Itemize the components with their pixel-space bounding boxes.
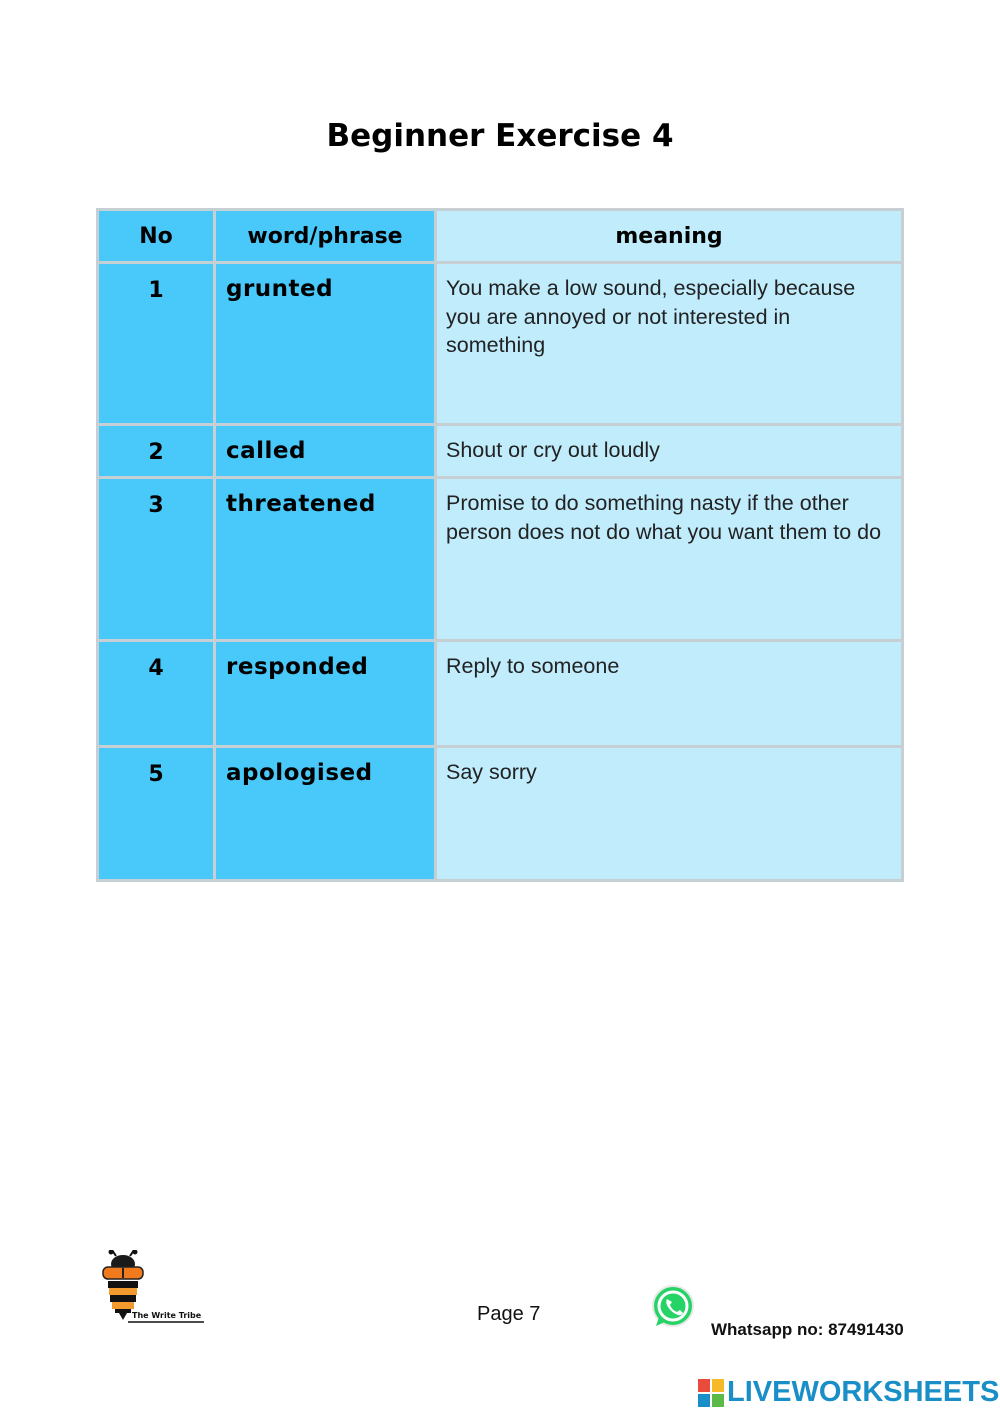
whatsapp-number: Whatsapp no: 87491430	[711, 1320, 904, 1339]
row-word: called	[226, 438, 306, 464]
brand-text: LIVEWORKSHEETS	[727, 1376, 1000, 1408]
table-row	[98, 425, 903, 478]
header-word: word/phrase	[215, 210, 436, 263]
liveworksheets-brand[interactable]	[698, 1376, 999, 1409]
write-tribe-logo-icon	[98, 1250, 208, 1328]
table-row	[98, 641, 903, 747]
row-number: 5	[148, 762, 164, 787]
row-word: responded	[226, 654, 369, 680]
whatsapp-icon	[650, 1284, 696, 1330]
table-header-row	[98, 210, 903, 263]
row-number: 3	[148, 493, 164, 518]
row-number: 4	[148, 656, 164, 681]
row-word: grunted	[226, 276, 334, 302]
row-meaning: You make a low sound, especially because you are annoyed or not interested in something	[446, 276, 856, 357]
vocabulary-table	[96, 208, 904, 882]
row-number: 1	[148, 278, 164, 303]
row-meaning: Say sorry	[446, 760, 537, 784]
row-number: 2	[148, 440, 164, 465]
liveworksheets-logo-icon	[698, 1379, 724, 1407]
row-meaning: Shout or cry out loudly	[446, 438, 660, 462]
row-meaning: Promise to do something nasty if the other person does not do what you want them to do	[446, 491, 882, 544]
table-row	[98, 263, 903, 425]
header-meaning: meaning	[436, 210, 903, 263]
row-meaning: Reply to someone	[446, 654, 620, 678]
logo-text: The Write Tribe	[132, 1311, 202, 1320]
row-word: apologised	[226, 760, 373, 786]
page-title: Beginner Exercise 4	[326, 118, 674, 154]
table-row	[98, 478, 903, 641]
row-word: threatened	[226, 491, 376, 517]
page-number: Page 7	[477, 1303, 541, 1325]
header-no: No	[98, 210, 215, 263]
table-row	[98, 747, 903, 881]
